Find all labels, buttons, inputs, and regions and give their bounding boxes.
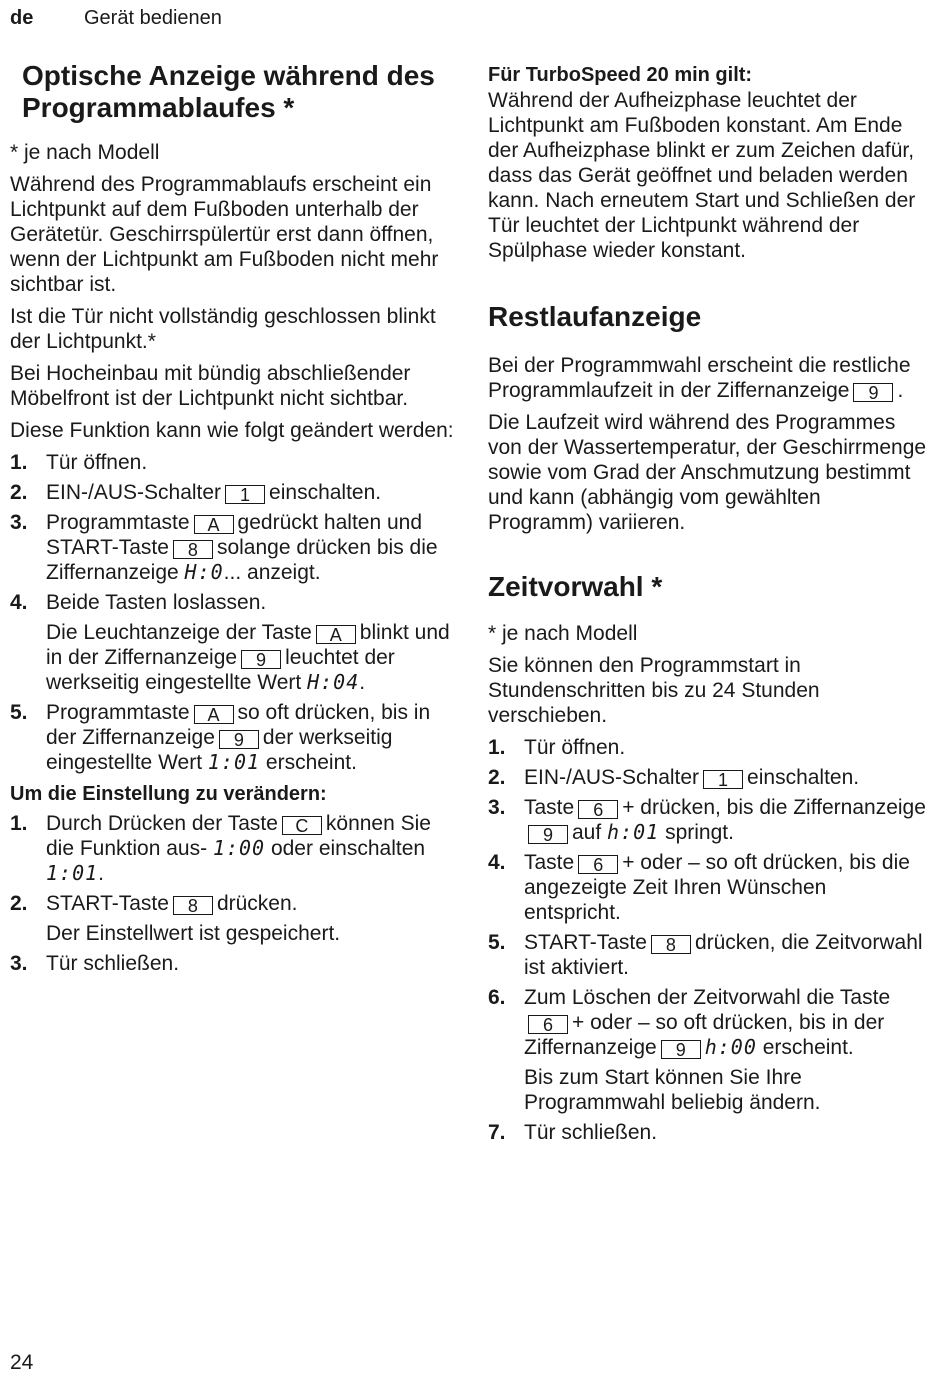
key-symbol: 1: [225, 485, 265, 504]
digit-display-value: 1:01: [46, 861, 99, 885]
step-number: 3.: [10, 952, 28, 975]
paragraph: Ist die Tür nicht vollständig geschlossen blinkt der Lichtpunkt.*: [10, 305, 436, 353]
step-number: 5.: [488, 931, 506, 954]
language-tag: de: [10, 7, 34, 29]
step-text: so oft drücken, bis in der Ziffernanzeige: [46, 701, 431, 749]
key-symbol: 6: [578, 855, 618, 874]
step-text: .: [98, 862, 105, 885]
step-text: Die Leuchtanzeige der Taste: [46, 621, 312, 644]
step-text: springt.: [665, 821, 734, 844]
step-text: Tür öffnen.: [46, 451, 148, 474]
key-symbol: C: [282, 816, 322, 835]
step-text: .: [359, 671, 366, 694]
key-symbol: 6: [528, 1015, 568, 1034]
step-text: Programmtaste: [46, 511, 190, 534]
step-text: Tür schließen.: [46, 952, 180, 975]
section-title-delay-start: Zeitvorwahl *: [488, 571, 663, 602]
key-symbol: 6: [578, 800, 618, 819]
step-text: Programmtaste: [46, 701, 190, 724]
step-subtext: Bis zum Start können Sie Ihre Programmwahl beliebig ändern.: [524, 1066, 821, 1114]
key-symbol: 8: [173, 540, 213, 559]
step-text: + oder – so oft drücken, bis die angezeigte Zeit Ihren Wünschen entspricht.: [524, 851, 910, 924]
list-item: [10, 700, 460, 775]
step-number: 4.: [488, 851, 506, 874]
paragraph: Diese Funktion kann wie folgt geändert werden:: [10, 419, 454, 442]
step-text: erscheint.: [762, 1036, 854, 1059]
list-item: [10, 480, 460, 505]
step-number: 3.: [10, 511, 28, 534]
key-symbol: 9: [853, 383, 893, 402]
paragraph: [488, 353, 928, 403]
list-item: [488, 1120, 928, 1145]
key-symbol: A: [194, 515, 234, 534]
step-text: Beide Tasten loslassen.: [46, 591, 267, 614]
digit-display-value: 1:01: [207, 750, 261, 774]
digit-display-value: H:04: [307, 670, 360, 694]
paragraph: Während der Aufheizphase leuchtet der Lichtpunkt am Fußboden konstant. Am Ende der Aufheizphase blinkt er zum Zeichen dafür, dass das Gerät geöffnet und beladen werden kann. Nach erneutem Start und Schließen der Tür leuchtet der Lichtpunkt während der Spülphase wieder konstant.: [488, 89, 916, 262]
step-text: EIN-/AUS-Schalter: [524, 766, 700, 789]
list-item: [10, 811, 460, 886]
step-text: START-Taste: [46, 892, 169, 915]
key-symbol: 8: [651, 935, 691, 954]
step-number: 2.: [10, 892, 28, 915]
step-number: 3.: [488, 796, 506, 819]
digit-display-value: H:0: [184, 560, 224, 584]
list-item: [488, 735, 928, 760]
step-text: Taste: [524, 851, 575, 874]
right-column: [488, 60, 928, 1150]
paragraph: Bei Hocheinbau mit bündig abschließender Möbelfront ist der Lichtpunkt nicht sichtbar.: [10, 362, 411, 410]
step-text: gedrückt halten und START-Taste: [46, 511, 423, 559]
digit-display-value: h:00: [704, 1035, 757, 1059]
step-subtext: [46, 620, 460, 695]
step-text: Taste: [524, 796, 575, 819]
list-item: [10, 891, 460, 946]
list-item: [10, 450, 460, 475]
step-text: auf: [572, 821, 602, 844]
steps-list: [10, 450, 460, 775]
step-text: blinkt und in der Ziffernanzeige: [46, 621, 450, 669]
step-number: 2.: [488, 766, 506, 789]
key-symbol: 9: [528, 825, 568, 844]
key-symbol: 9: [219, 730, 259, 749]
key-symbol: 9: [661, 1040, 701, 1059]
left-column: [10, 60, 460, 981]
step-text: erscheint.: [265, 751, 357, 774]
step-number: 1.: [488, 736, 506, 759]
section-title-optical-display: Optische Anzeige während des Programmablaufes *: [22, 60, 435, 123]
step-text: ... anzeigt.: [223, 561, 321, 584]
step-text: solange drücken bis die Ziffernanzeige: [46, 536, 438, 584]
model-note: * je nach Modell: [488, 622, 638, 645]
step-number: 6.: [488, 986, 506, 1009]
key-symbol: A: [194, 705, 234, 724]
key-symbol: 8: [173, 896, 213, 915]
key-symbol: 9: [241, 650, 281, 669]
turbospeed-heading: Für TurboSpeed 20 min gilt:: [488, 64, 753, 86]
paragraph: Während des Programmablaufs erscheint ein Lichtpunkt auf dem Fußboden unterhalb der Gerätetür. Geschirrspülertür erst dann öffnen, wenn der Lichtpunkt am Fußboden nicht mehr sichtbar ist.: [10, 173, 439, 296]
step-text: Tür öffnen.: [524, 736, 626, 759]
list-item: [488, 930, 928, 980]
delay-steps-list: [488, 735, 928, 1145]
step-text: leuchtet der werkseitig eingestellte Wert: [46, 646, 395, 694]
step-text: einschalten.: [747, 766, 860, 789]
step-text: drücken.: [216, 892, 298, 915]
step-number: 5.: [10, 701, 28, 724]
model-note: * je nach Modell: [10, 141, 160, 164]
section-title-remaining-time: Restlaufanzeige: [488, 301, 702, 332]
digit-display-value: 1:00: [212, 836, 266, 860]
step-text: oder einschalten: [270, 837, 426, 860]
section-name: Gerät bedienen: [84, 7, 222, 29]
step-text: der werkseitig eingestellte Wert: [46, 726, 393, 774]
change-steps-list: [10, 811, 460, 976]
list-item: [488, 985, 928, 1115]
paragraph-text: .: [897, 379, 904, 402]
step-text: START-Taste: [524, 931, 647, 954]
list-item: [488, 765, 928, 790]
step-number: 4.: [10, 591, 28, 614]
step-text: Zum Löschen der Zeitvorwahl die Taste: [524, 986, 891, 1009]
change-settings-heading: Um die Einstellung zu verändern:: [10, 783, 327, 805]
step-text: + oder – so oft drücken, bis in der Ziffernanzeige: [524, 1011, 885, 1059]
list-item: [10, 590, 460, 695]
list-item: [10, 510, 460, 585]
page-number: 24: [10, 1351, 34, 1374]
step-number: 1.: [10, 812, 28, 835]
digit-display-value: h:01: [607, 820, 660, 844]
step-text: einschalten.: [269, 481, 382, 504]
step-text: drücken, die Zeitvorwahl ist aktiviert.: [524, 931, 923, 979]
paragraph: Sie können den Programmstart in Stundenschritten bis zu 24 Stunden verschieben.: [488, 654, 820, 727]
step-number: 1.: [10, 451, 28, 474]
step-number: 2.: [10, 481, 28, 504]
step-number: 7.: [488, 1121, 506, 1144]
step-subtext: Der Einstellwert ist gespeichert.: [46, 922, 341, 945]
paragraph: Die Laufzeit wird während des Programmes von der Wassertemperatur, der Geschirrmenge sowie vom Grad der Anschmutzung bestimmt und kann (abhängig vom gewählten Programm) variieren.: [488, 411, 927, 534]
step-text: Tür schließen.: [524, 1121, 658, 1144]
list-item: [488, 850, 928, 925]
step-text: können Sie die Funktion aus-: [46, 812, 431, 860]
step-text: Durch Drücken der Taste: [46, 812, 278, 835]
paragraph-text: Bei der Programmwahl erscheint die restliche Programmlaufzeit in der Ziffernanzeige: [488, 354, 911, 402]
step-text: EIN-/AUS-Schalter: [46, 481, 222, 504]
step-text: + drücken, bis die Ziffernanzeige: [622, 796, 926, 819]
key-symbol: 1: [703, 770, 743, 789]
key-symbol: A: [316, 625, 356, 644]
list-item: [10, 951, 460, 976]
list-item: [488, 795, 928, 845]
